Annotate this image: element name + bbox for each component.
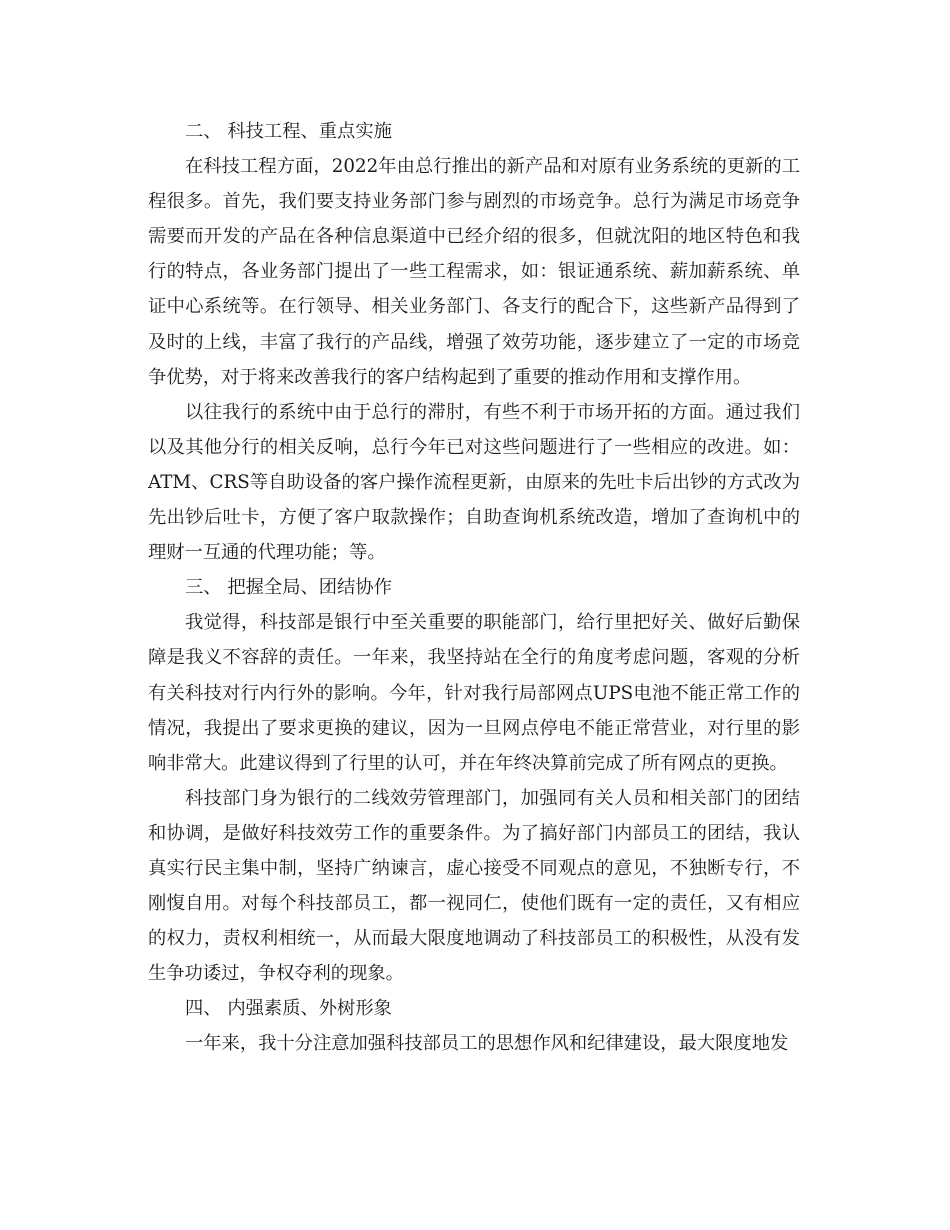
document-body <box>148 114 800 1062</box>
section-heading-2: 二、 科技工程、重点实施 <box>185 121 392 142</box>
paragraph-overall-view: 我觉得，科技部是银行中至关重要的职能部门，给行里把好关、做好后勤保障是我义不容辞的责任。一年来，我坚持站在全行的角度考虑问题，客观的分析有关科技对行内行外的影响。今年，针对我行局部网点UPS电池不能正常工作的情况，我提出了要求更换的建议，因为一旦网点停电不能正常营业，对行里的影响非常大。此建议得到了行里的认可，并在年终决算前完成了所有网点的更换。 <box>148 612 800 774</box>
paragraph-tech-projects: 在科技工程方面，2022年由总行推出的新产品和对原有业务系统的更新的工程很多。首先，我们要支持业务部门参与剧烈的市场竞争。总行为满足市场竞争需要而开发的产品在各种信息渠道中已经介绍的很多，但就沈阳的地区特色和我行的特点，各业务部门提出了一些工程需求，如：银证通系统、薪加薪系统、单证中心系统等。在行领导、相关业务部门、各支行的配合下，这些新产品得到了及时的上线，丰富了我行的产品线，增强了效劳功能，逐步建立了一定的市场竞争优势，对于将来改善我行的客户结构起到了重要的推动作用和支撑作用。 <box>148 156 800 388</box>
paragraph-unity-coordination: 科技部门身为银行的二线效劳管理部门，加强同有关人员和相关部门的团结和协调，是做好科技效劳工作的重要条件。为了搞好部门内部员工的团结，我认真实行民主集中制，坚持广纳谏言，虚心接受不同观点的意见，不独断专行，不刚愎自用。对每个科技部员工，都一视同仁，使他们既有一定的责任，又有相应的权力，责权利相统一，从而最大限度地调动了科技部员工的积极性，从没有发生争功诿过，争权夺利的现象。 <box>148 787 800 985</box>
paragraph-system-improvements: 以往我行的系统中由于总行的滞肘，有些不利于市场开拓的方面。通过我们以及其他分行的相关反响，总行今年已对这些问题进行了一些相应的改进。如：ATM、CRS等自助设备的客户操作流程更新，由原来的先吐卡后出钞的方式改为先出钞后吐卡，方便了客户取款操作；自助查询机系统改造，增加了查询机中的理财一互通的代理功能；等。 <box>148 401 800 564</box>
paragraph-quality-image: 一年来，我十分注意加强科技部员工的思想作风和纪律建设，最大限度地发 <box>185 1033 789 1055</box>
section-heading-4: 四、 内强素质、外树形象 <box>185 998 392 1020</box>
section-heading-3: 三、 把握全局、团结协作 <box>185 577 392 599</box>
